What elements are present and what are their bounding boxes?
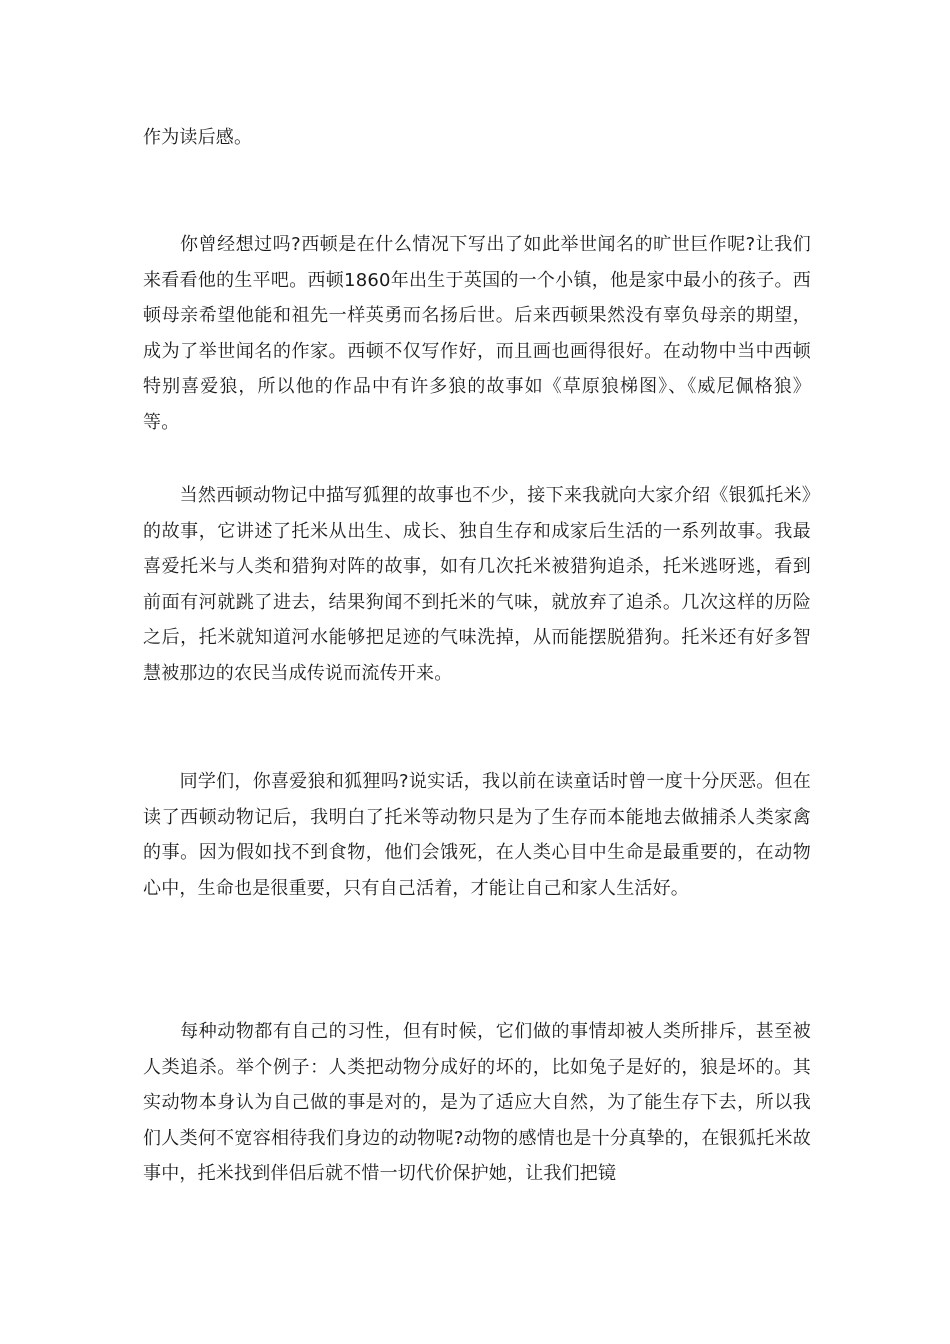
paragraph-3: 当然西顿动物记中描写狐狸的故事也不少，接下来我就向大家介绍《银狐托米》的故事，它讲述了托米从出生、成长、独自生存和成家后生活的一系列故事。我最喜爱托米与人类和猎狗对阵的故事，如有几次托米被猎狗追杀，托米逃呀逃，看到前面有河就跳了进去，结果狗闻不到托米的气味，就放弃了追杀。几次这样的历险之后，托米就知道河水能够把足迹的气味洗掉，从而能摆脱猎狗。托米还有好多智慧被那边的农民当成传说而流传开来。	[143, 485, 811, 684]
paragraph-4: 同学们，你喜爱狼和狐狸吗?说实话，我以前在读童话时曾一度十分厌恶。但在读了西顿动物记后，我明白了托米等动物只是为了生存而本能地去做捕杀人类家禽的事。因为假如找不到食物，他们会饿死，在人类心目中生命是最重要的，在动物心中，生命也是很重要，只有自己活着，才能让自己和家人生活好。	[143, 771, 811, 899]
paragraph-1: 作为读后感。	[143, 127, 253, 148]
paragraph-5: 每种动物都有自己的习性，但有时候，它们做的事情却被人类所排斥，甚至被人类追杀。举个例子：人类把动物分成好的坏的，比如兔子是好的，狼是坏的。其实动物本身认为自己做的事是对的，是为了适应大自然，为了能生存下去，所以我们人类何不宽容相待我们身边的动物呢?动物的感情也是十分真挚的，在银狐托米故事中，托米找到伴侣后就不惜一切代价保护她，让我们把镜	[143, 1021, 811, 1184]
paragraph-2: 你曾经想过吗?西顿是在什么情况下写出了如此举世闻名的旷世巨作呢?让我们来看看他的生平吧。西顿1860年出生于英国的一个小镇，他是家中最小的孩子。西顿母亲希望他能和祖先一样英勇而名扬后世。后来西顿果然没有辜负母亲的期望，成为了举世闻名的作家。西顿不仅写作好，而且画也画得很好。在动物中当中西顿特别喜爱狼，所以他的作品中有许多狼的故事如《草原狼梯图》、《威尼佩格狼》等。	[143, 234, 811, 433]
